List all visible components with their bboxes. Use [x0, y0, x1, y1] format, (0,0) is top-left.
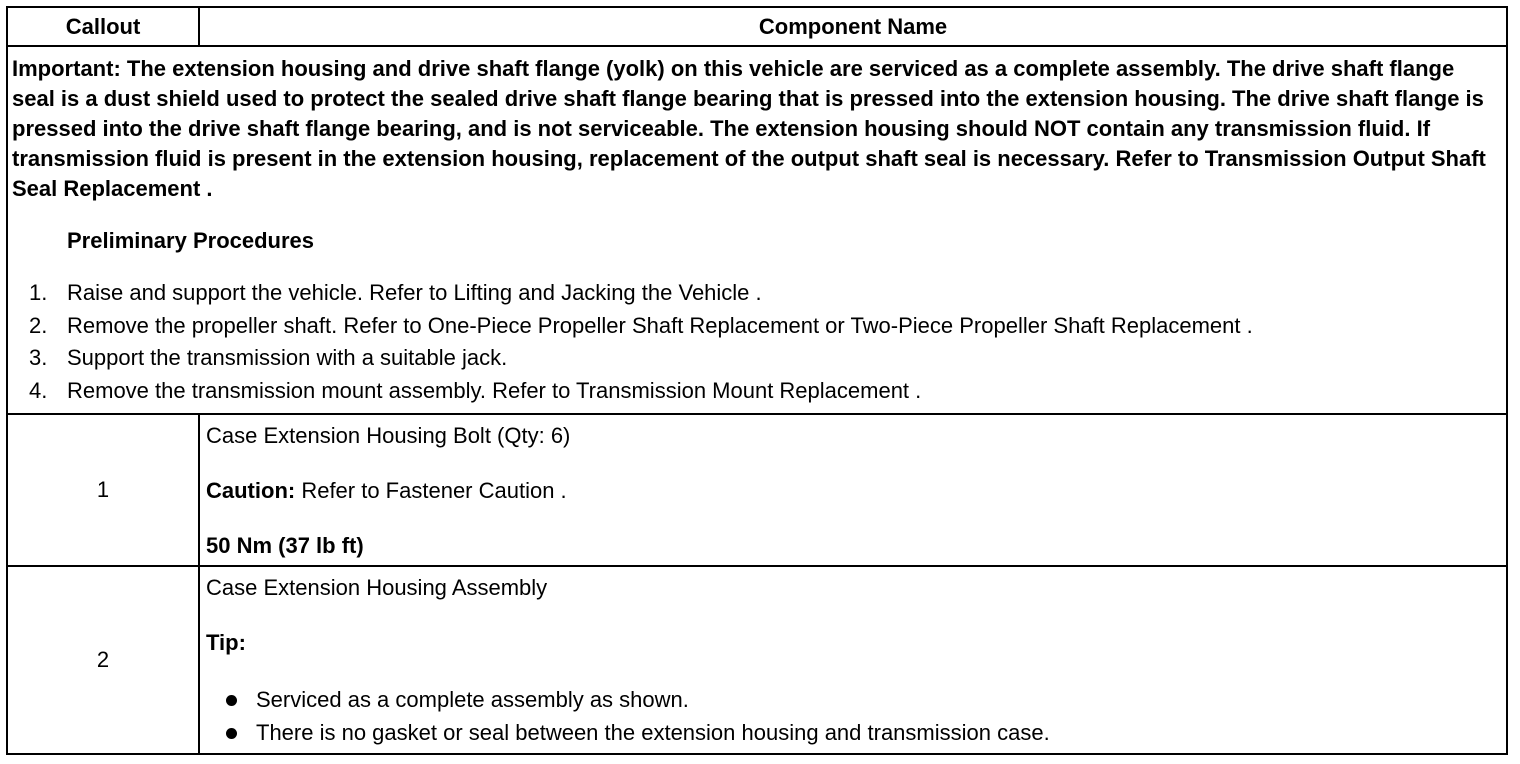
important-note: Important: The extension housing and drive shaft flange (yolk) on this vehicle are serviced as a complete assembly. The drive shaft flange seal is a dust shield used to protect the sealed drive shaft flange bearing that is pressed into the extension housing. The drive shaft flange is pressed into the drive shaft flange bearing, and is not serviceable. The extension housing should NOT contain any transmission fluid. If transmission fluid is present in the extension housing, replacement of the output shaft seal is necessary. Refer to Transmission Output Shaft Seal Replacement . — [12, 56, 1486, 201]
step-number: 1. — [29, 280, 48, 305]
step-text: Remove the transmission mount assembly. Refer to Transmission Mount Replacement . — [67, 377, 922, 403]
step-text: Remove the propeller shaft. Refer to One-Piece Propeller Shaft Replacement or Two-Piece Propeller Shaft Replacement . — [67, 312, 1253, 338]
step-text: Raise and support the vehicle. Refer to Lifting and Jacking the Vehicle . — [67, 280, 762, 305]
component-table — [6, 6, 1508, 755]
component-name: Case Extension Housing Assembly — [206, 575, 548, 600]
list-item — [12, 375, 1502, 408]
step-number: 3. — [29, 345, 48, 370]
preliminary-steps-list — [12, 277, 1502, 407]
important-cell — [7, 46, 1507, 414]
tip-label: Tip: — [206, 630, 246, 655]
list-item — [12, 342, 1502, 375]
bullet-icon — [226, 695, 237, 706]
list-item — [206, 683, 1500, 716]
bullet-text: Serviced as a complete assembly as shown. — [256, 687, 689, 712]
step-number: 4. — [29, 377, 48, 403]
list-item — [206, 716, 1500, 749]
component-cell — [199, 566, 1507, 754]
caution-label: Caution: — [206, 478, 296, 503]
header-callout: Callout — [7, 7, 199, 46]
bullet-icon — [226, 728, 237, 739]
preliminary-procedures-heading: Preliminary Procedures — [67, 228, 315, 253]
component-cell — [199, 414, 1507, 566]
callout-number: 1 — [7, 414, 199, 566]
tip-bullets-list — [206, 683, 1500, 749]
table-header-row — [7, 7, 1507, 46]
table-row — [7, 414, 1507, 566]
torque-spec: 50 Nm (37 lb ft) — [206, 533, 364, 558]
step-number: 2. — [29, 312, 48, 338]
list-item — [12, 277, 1502, 310]
caution-line — [206, 476, 1500, 506]
caution-text: Refer to Fastener Caution . — [295, 478, 567, 503]
callout-number: 2 — [7, 566, 199, 754]
header-component-name: Component Name — [199, 7, 1507, 46]
component-name: Case Extension Housing Bolt (Qty: 6) — [206, 423, 571, 448]
step-text: Support the transmission with a suitable jack. — [67, 345, 508, 370]
important-row — [7, 46, 1507, 414]
bullet-text: There is no gasket or seal between the extension housing and transmission case. — [256, 720, 1050, 745]
list-item — [12, 310, 1502, 343]
table-row — [7, 566, 1507, 754]
